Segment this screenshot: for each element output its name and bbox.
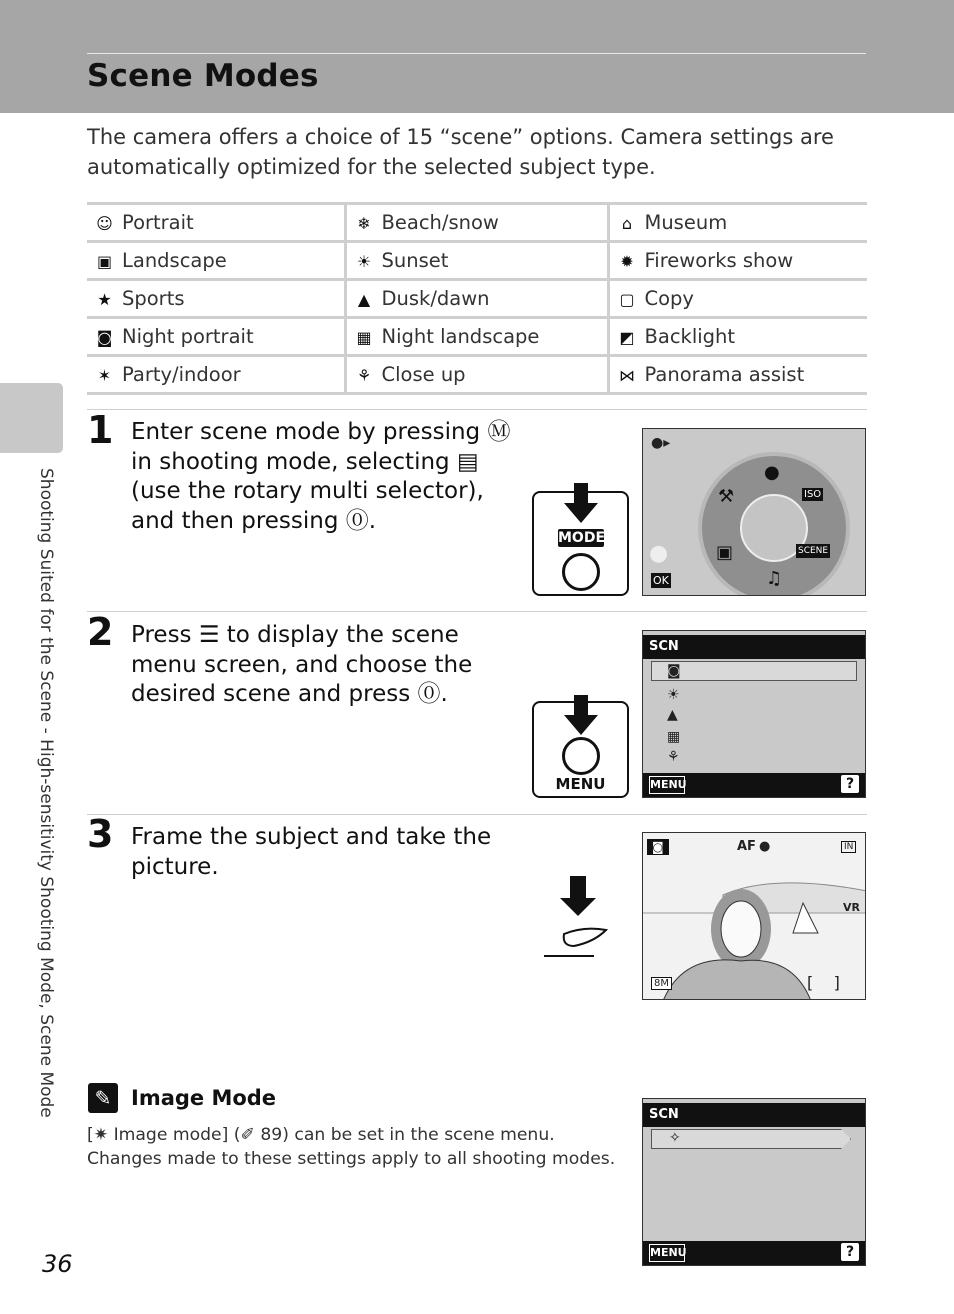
close-up-icon: ⚘ [356, 366, 372, 385]
scene-label: Fireworks show [644, 249, 794, 272]
ok-indicator: OK [653, 574, 669, 587]
scene-cell [345, 356, 608, 394]
focus-dot-icon: ● [759, 839, 771, 854]
button-circle [562, 553, 600, 591]
voice-icon: ♫ [766, 568, 783, 589]
scn-label: SCN [649, 1107, 679, 1122]
step-text: Enter scene mode by pressing Ⓜ in shooting mode, selecting ▤ (use the rotary multi selector), and then pressing ⓪. [131, 419, 511, 534]
press-arrow-icon [564, 483, 598, 523]
scene-label: Landscape [122, 249, 227, 272]
header-band [0, 0, 954, 113]
scene-label: Beach/snow [381, 211, 499, 234]
night-portrait-icon: ◙ [667, 663, 681, 679]
mode-button-label: MODE [558, 530, 606, 546]
movie-icon: ▣ [716, 542, 734, 563]
step-number: 1 [87, 408, 114, 452]
scene-label: Portrait [122, 211, 194, 234]
image-size-indicator: 8M [651, 977, 672, 990]
scn-label: SCN [649, 639, 679, 654]
vr-indicator: VR [843, 901, 860, 914]
scene-cell [87, 242, 345, 280]
scene-label: Sports [122, 287, 185, 310]
selected-menu-row [651, 1129, 851, 1149]
af-indicator: AF [737, 839, 756, 854]
page-number: 36 [42, 1250, 73, 1278]
scene-options-table [87, 202, 867, 395]
scene-cell [608, 242, 867, 280]
sports-icon: ★ [97, 290, 112, 309]
note-body: [✷ Image mode] (✐ 89) can be set in the scene menu. Changes made to these settings apply to all shooting modes. [87, 1125, 616, 1169]
scene-cell [345, 242, 608, 280]
button-circle [562, 737, 600, 775]
scene-cell [608, 318, 867, 356]
mode-dial-screen [642, 428, 866, 596]
image-mode-icon: ✧ [669, 1130, 681, 1146]
intro-text: The camera offers a choice of 15 “scene” options. Camera settings are automatically optimized for the selected subject type. [87, 125, 834, 179]
scene-cell [87, 318, 345, 356]
scene-cell [87, 280, 345, 318]
camera-icon: ● [764, 462, 780, 483]
scene-menu-screen [642, 630, 866, 798]
header-rule [87, 53, 866, 54]
party-indoor-icon: ✶ [97, 366, 112, 385]
night-landscape-icon: ▦ [356, 328, 372, 347]
scene-label: Panorama assist [644, 363, 805, 386]
step-divider [87, 409, 867, 410]
menu-indicator: MENU [649, 776, 685, 794]
mode-dial [698, 452, 850, 596]
panorama-assist-icon: ⋈ [619, 366, 635, 385]
menu-button-illustration [532, 701, 629, 798]
step-text: Press ☰ to display the scene menu screen, and choose the desired scene and press ⓪. [131, 622, 473, 707]
portrait-icon: ☺ [96, 214, 113, 233]
scene-indicator: ◙ [647, 839, 669, 855]
screen-bottom-bar [643, 1241, 865, 1265]
shutter-press-illustration [544, 876, 614, 962]
scene-cell [608, 280, 867, 318]
setup-icon: ⚒ [718, 486, 735, 507]
scene-label: Copy [644, 287, 694, 310]
scene-label: Museum [644, 211, 728, 234]
scene-cell [608, 356, 867, 394]
scene-label: Close up [381, 363, 466, 386]
landscape-icon: ▣ [96, 252, 113, 271]
scene-cell [345, 318, 608, 356]
scene-label: Backlight [644, 325, 736, 348]
page-title: Scene Modes [87, 58, 319, 94]
high-iso-icon: ISO [804, 489, 822, 500]
night-landscape-icon: ▦ [667, 729, 681, 745]
step-text: Frame the subject and take the picture. [131, 824, 492, 880]
scene-cell [345, 280, 608, 318]
backlight-icon: ◩ [619, 328, 635, 347]
scene-cell [345, 204, 608, 242]
scene-label: Party/indoor [122, 363, 241, 386]
scene-cell [608, 204, 867, 242]
image-mode-menu-screen [642, 1098, 866, 1266]
camera-mode-icon: ●▸ [651, 435, 671, 451]
mode-button-illustration [532, 491, 629, 596]
image-mode-icon: ✎ [88, 1083, 118, 1113]
exposure-count-brackets: [ ] [807, 973, 840, 992]
step-divider [87, 611, 867, 612]
press-arrow-icon [564, 695, 598, 735]
close-up-icon: ⚘ [667, 749, 680, 765]
copy-icon: ▢ [619, 290, 635, 309]
step-divider [87, 814, 867, 815]
screen-title-bar [643, 635, 865, 659]
scene-label: Dusk/dawn [381, 287, 490, 310]
fireworks-icon: ✹ [620, 252, 634, 271]
side-label: Shooting Suited for the Scene - High-sensitivity Shooting Mode, Scene Mode [36, 468, 56, 1118]
shooting-screen [642, 832, 866, 1000]
help-icon: ? [841, 1243, 859, 1261]
scene-label: Sunset [381, 249, 449, 272]
side-tab [0, 383, 63, 453]
selected-menu-row [651, 661, 857, 681]
dusk-dawn-icon: ▲ [667, 707, 678, 723]
beach-snow-icon: ❄ [357, 214, 371, 233]
note-title: Image Mode [131, 1086, 277, 1110]
museum-icon: ⌂ [621, 214, 633, 233]
sunset-icon: ☀ [667, 687, 680, 703]
help-icon: ? [841, 775, 859, 793]
scene-label: Night portrait [122, 325, 254, 348]
step-number: 2 [87, 610, 114, 654]
sunset-icon: ☀ [356, 252, 372, 271]
menu-button-label: MENU [555, 775, 606, 793]
internal-memory-icon: IN [841, 841, 856, 853]
camera-ghost-icon: ● [649, 541, 669, 566]
scene-cell [87, 356, 345, 394]
scene-cell [87, 204, 345, 242]
scene-label: Night landscape [381, 325, 540, 348]
dusk-dawn-icon: ▲ [357, 290, 371, 309]
screen-bottom-bar [643, 773, 865, 797]
screen-title-bar [643, 1103, 865, 1127]
scene-mode-icon: SCENE [798, 546, 829, 556]
night-portrait-icon: ◙ [96, 328, 113, 347]
menu-indicator: MENU [649, 1244, 685, 1262]
step-number: 3 [87, 812, 114, 856]
